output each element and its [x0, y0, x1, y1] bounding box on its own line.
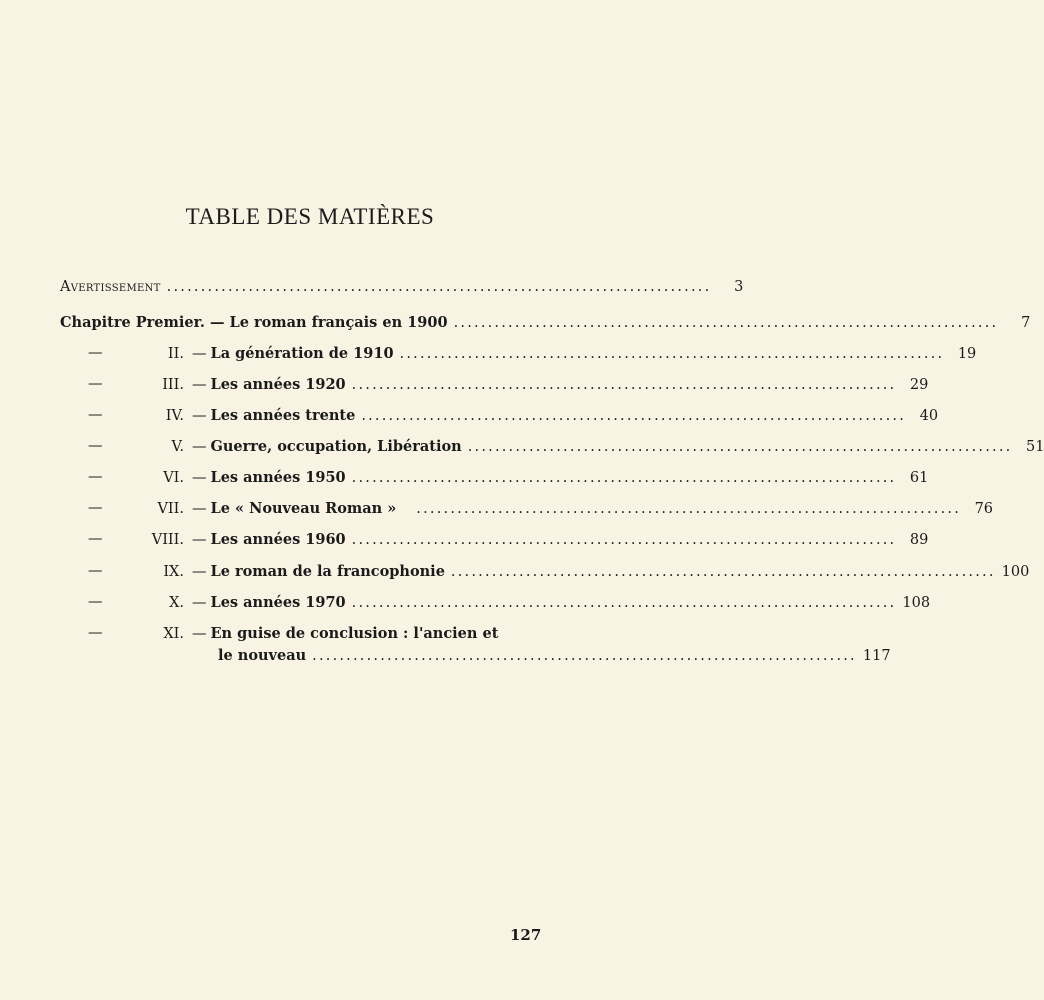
chapter-number: X. [169, 595, 184, 611]
ditto-dash: — [88, 469, 103, 485]
toc-page: 61 [909, 470, 929, 486]
chapter-number: IX. [163, 564, 184, 580]
toc-label-continuation [218, 647, 891, 664]
toc-entry-chapitre-premier[interactable] [60, 314, 1031, 338]
separator-dash: — [192, 408, 207, 424]
toc-entry-chapter-11[interactable] [60, 625, 891, 671]
toc-label: Les années 1950 [210, 469, 346, 486]
toc-entry-chapter-10[interactable] [60, 594, 931, 618]
separator-dash: — [192, 564, 207, 580]
chapter-number: VI. [163, 470, 184, 486]
toc-entry-chapter-8[interactable] [60, 531, 929, 555]
toc-label: Chapitre Premier. — Le roman français en 1900 [60, 314, 448, 331]
toc-label: Les années 1960 [210, 531, 346, 548]
chapter-number: VII. [157, 501, 184, 517]
leader-dots: ................................................................................ [361, 408, 907, 424]
separator-dash: — [192, 346, 207, 362]
toc-entry-chapter-6[interactable] [60, 469, 929, 493]
toc-label: Les années 1920 [210, 376, 346, 393]
chapter-number: IV. [165, 408, 184, 424]
page-title: TABLE DES MATIÈRES [185, 204, 435, 229]
toc-page: 40 [919, 408, 939, 424]
leader-dots: ................................................................................ [467, 439, 1013, 455]
leader-dots: ................................................................................ [166, 279, 712, 295]
leader-dots: ................................................................................ [312, 648, 857, 664]
leader-dots: ................................................................................ [351, 532, 897, 548]
separator-dash: — [192, 501, 207, 517]
page-number: 127 [510, 926, 542, 944]
chapter-number: XI. [163, 626, 184, 642]
chapter-number: V. [171, 439, 184, 455]
ditto-dash: — [88, 594, 103, 610]
leader-dots: ................................................................................ [351, 377, 897, 393]
toc-page: 76 [974, 501, 994, 517]
chapter-number: III. [162, 377, 184, 393]
ditto-dash: — [88, 438, 103, 454]
toc-label: Les années trente [210, 407, 356, 424]
toc-entry-chapter-9[interactable] [60, 563, 1030, 587]
toc-entry-chapter-4[interactable] [60, 407, 939, 431]
toc-page: 3 [734, 279, 744, 295]
ditto-dash: — [88, 376, 103, 392]
toc-page: 7 [1021, 315, 1031, 331]
toc-label-line2: le nouveau [218, 647, 307, 664]
toc-label: En guise de conclusion : l'ancien et [210, 625, 499, 642]
toc-entry-chapter-5[interactable] [60, 438, 1044, 462]
separator-dash: — [192, 377, 207, 393]
toc-page: 108 [902, 595, 931, 611]
toc-entry-avertissement[interactable] [60, 279, 744, 303]
toc-label: Le roman de la francophonie [210, 563, 445, 580]
chapter-number: VIII. [151, 532, 184, 548]
toc-label: Guerre, occupation, Libération [210, 438, 462, 455]
toc-entry-chapter-3[interactable] [60, 376, 929, 400]
ditto-dash: — [88, 563, 103, 579]
ditto-dash: — [88, 500, 103, 516]
leader-dots: ................................................................................ [351, 470, 897, 486]
toc-entry-chapter-7[interactable] [60, 500, 994, 524]
toc-page: 51 [1025, 439, 1044, 455]
toc-page: 117 [862, 648, 891, 664]
ditto-dash: — [88, 625, 103, 641]
toc-label: Avertissement [60, 279, 161, 295]
toc-page: 19 [957, 346, 977, 362]
leader-dots: ................................................................................ [450, 564, 996, 580]
toc-page: 89 [909, 532, 929, 548]
toc-entry-chapter-2[interactable] [60, 345, 977, 369]
separator-dash: — [192, 470, 207, 486]
toc-label: Les années 1970 [210, 594, 346, 611]
ditto-dash: — [88, 407, 103, 423]
separator-dash: — [192, 532, 207, 548]
ditto-dash: — [88, 531, 103, 547]
leader-dots: ................................................................................ [351, 595, 897, 611]
toc-label: La génération de 1910 [210, 345, 394, 362]
toc-page: 100 [1001, 564, 1030, 580]
leader-dots: ................................................................................ [399, 346, 945, 362]
toc-label: Le « Nouveau Roman » [210, 500, 397, 517]
toc-page: 29 [909, 377, 929, 393]
leader-dots: ................................................................................ [453, 315, 999, 331]
separator-dash: — [192, 626, 207, 642]
leader-dots: ................................................................................ [416, 501, 962, 517]
chapter-number: II. [167, 346, 184, 362]
separator-dash: — [192, 595, 207, 611]
separator-dash: — [192, 439, 207, 455]
ditto-dash: — [88, 345, 103, 361]
